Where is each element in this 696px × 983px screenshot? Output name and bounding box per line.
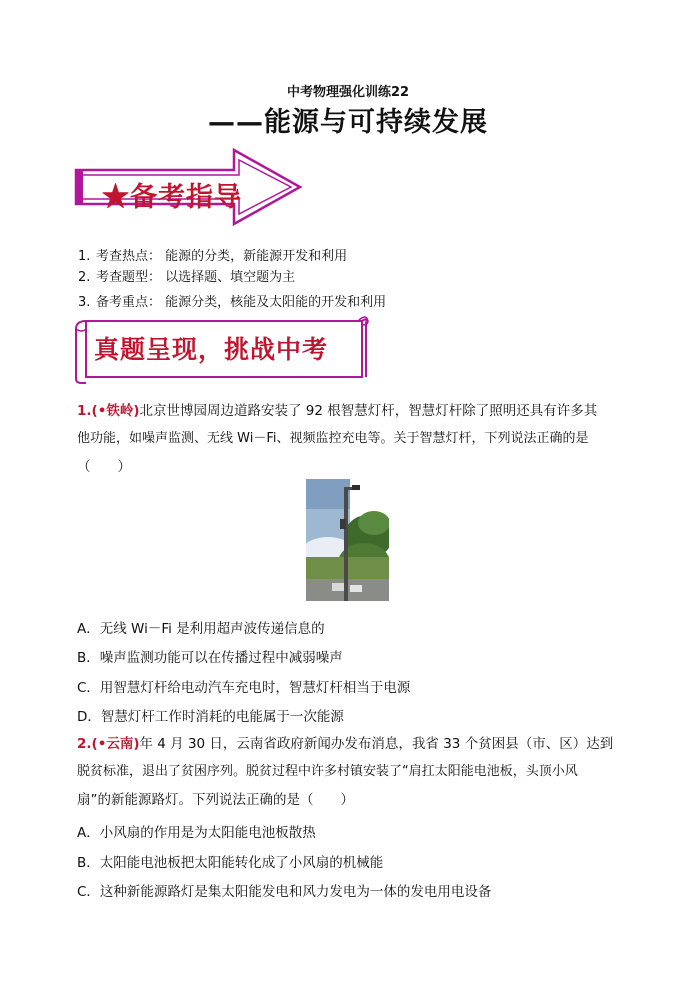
guide-item-1: 1. 考查热点： 能源的分类，新能源开发和利用 [78,249,348,264]
exam-banner-label: 真题呈现，挑战中考 [94,335,329,364]
document-title: ——能源与可持续发展 [208,107,488,138]
guide-banner-label: ★备考指导 [102,182,242,213]
q1-option-a: A．无线 Wi－Fi 是利用超声波传递信息的 [77,621,325,637]
document-subtitle: 中考物理强化训练22 [286,85,410,100]
q1-option-b: B．噪声监测功能可以在传播过程中减弱噪声 [77,650,343,666]
guide-item-2: 2. 考查题型： 以选择题、填空题为主 [78,270,296,285]
question-number: 1. [77,403,92,419]
guide-item-3: 3. 备考重点： 能源分类，核能及太阳能的开发和利用 [78,295,387,310]
question-source: (•铁岭) [91,403,140,419]
q1-option-d: D．智慧灯杆工作时消耗的电能属于一次能源 [77,709,344,725]
q2-option-b: B．太阳能电池板把太阳能转化成了小风扇的机械能 [77,855,384,871]
question-number: 2. [77,736,92,752]
q2-option-c: C．这种新能源路灯是集太阳能发电和风力发电为一体的发电用电设备 [77,884,492,900]
q1-option-c: C．用智慧灯杆给电动汽车充电时，智慧灯杆相当于电源 [77,680,411,696]
question-source: (•云南) [91,736,140,752]
street-lamp-photo [306,479,389,601]
q2-option-a: A．小风扇的作用是为太阳能电池板散热 [77,825,316,841]
question-2: 2.(•云南)年 4 月 30 日，云南省政府新闻办发布消息，我省 33 个贫困县（市、区）达到 脱贫标准，退出了贫困序列。脱贫过程中许多村镇安装了“肩扛太阳能电池板，头顶小风 扇”的新能源路灯。下列说法正确的是（ ） [77,736,614,808]
question-1: 1.(•铁岭)北京世博园周边道路安装了 92 根智慧灯杆，智慧灯杆除了照明还具有许多其 他功能，如噪声监测、无线 Wi－Fi、视频监控充电等。关于智慧灯杆，下列说法正确的是 （ ） [77,403,598,475]
